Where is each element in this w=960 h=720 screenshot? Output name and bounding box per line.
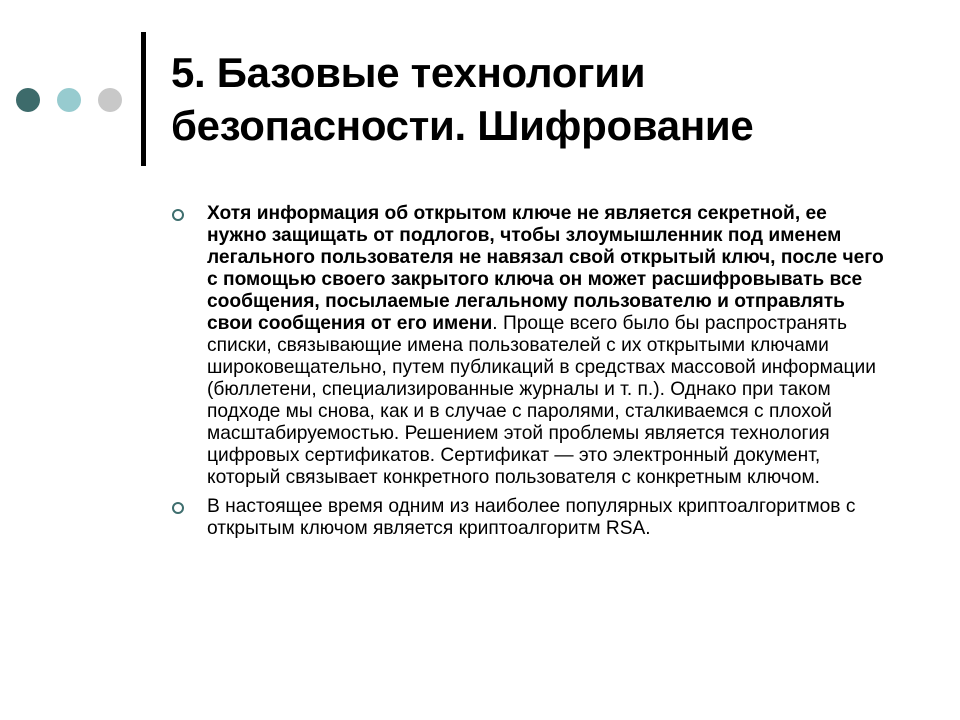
bullet-marker bbox=[171, 496, 207, 540]
title-divider-bar bbox=[141, 32, 146, 166]
bullet-regular-text: В настоящее время одним из наиболее популярных криптоалгоритмов с открытым ключом является криптоалгоритм RSA. bbox=[207, 496, 856, 539]
dot-light-teal-icon bbox=[57, 88, 81, 112]
bullet-item bbox=[171, 203, 891, 489]
slide-title bbox=[171, 46, 931, 152]
dot-dark-teal-icon bbox=[16, 88, 40, 112]
slide-body bbox=[171, 203, 891, 547]
decorative-dots bbox=[16, 88, 122, 112]
title-line-2: безопасности. Шифрование bbox=[171, 102, 754, 149]
bullet-text bbox=[207, 496, 891, 540]
hollow-circle-bullet-icon bbox=[172, 209, 184, 221]
bullet-text bbox=[207, 203, 891, 489]
hollow-circle-bullet-icon bbox=[172, 502, 184, 514]
title-line-1: 5. Базовые технологии bbox=[171, 49, 646, 96]
bullet-bold-text: Хотя информация об открытом ключе не является секретной, ее нужно защищать от подлогов, чтобы злоумышленник под именем легального пользователя не навязал свой открытый ключ, после чего с помощью своего закрытого ключа он может расшифровывать все сообщения, посылаемые легальному пользователю и отправлять свои сообщения от его имени bbox=[207, 203, 884, 334]
bullet-item bbox=[171, 496, 891, 540]
bullet-marker bbox=[171, 203, 207, 489]
dot-gray-icon bbox=[98, 88, 122, 112]
bullet-regular-text: . Проще всего было бы распространять списки, связывающие имена пользователей с их открытыми ключами широковещательно, путем публикаций в средствах массовой информации (бюллетени, специализированные журналы и т. п.). Однако при таком подходе мы снова, как и в случае с паролями, сталкиваемся с плохой масштабируемостью. Решением этой проблемы является технология цифровых сертификатов. Сертификат — это электронный документ, который связывает конкретного пользователя с конкретным ключом. bbox=[207, 313, 876, 488]
